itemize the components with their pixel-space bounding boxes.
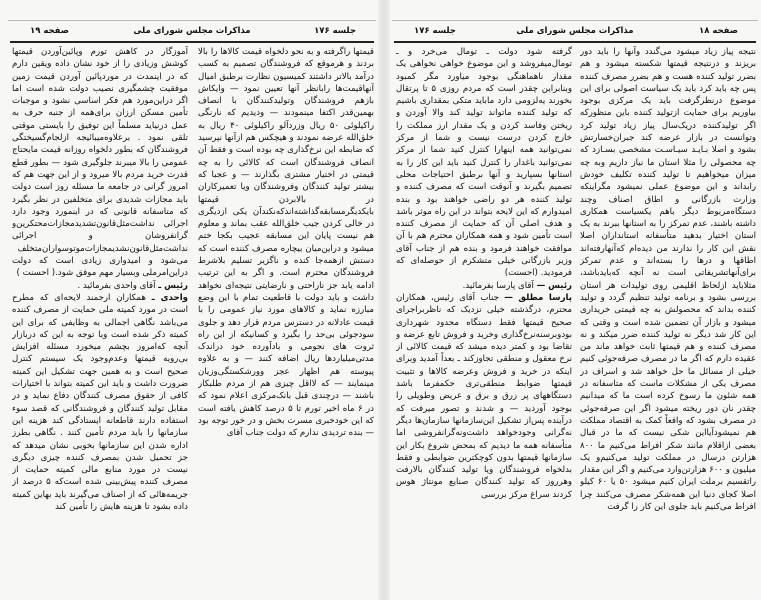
text-column-left xyxy=(396,46,572,562)
speaker-name: پارسا مطلق — xyxy=(504,292,572,303)
speaker-paragraph xyxy=(396,292,572,501)
text-column-left xyxy=(12,46,188,562)
paragraph xyxy=(580,46,756,513)
text-column-right xyxy=(580,46,756,562)
paragraph-text: آقای واحدی بفرمائید . xyxy=(77,280,159,291)
session-number: جلسه ۱۷۶ xyxy=(414,26,456,36)
speaker-name: رئیس ـ xyxy=(158,280,188,291)
paragraph-text: نتیجه پیاز زیاد میشود می‌گندد وآنها را باید دور بریزند و درنتیجه قیمتها شکسته میشود و هم بضرر تولید کننده هست و هم بضرر مصرف کننده پس چه باید کرد باید یک سیاست اصولی برای این موضوع درنظرگرفت باید یک مرکزی بوجود بیاوریم برای حمایت ازتولید کننده باین منظورکه اگر تولیدکننده دریک‌سال پیاز زیاد تولید کرد وتوانست در بازار عرضه کند جبران‌خسارتش بشود و اصلا بـایـد سیـاسـت مشخصی بسـازد که چه محصولی را مثلا استان ما نیاز داریم وبه چه میزان میخواهیم تا تولید کننده تکلیف خودش رابداند و این موضوع عملی نمیشود مگراینکه وزارت بازرگانی و اطاق اصناف وچند دستگاه‌مربوط دیگر باهم یکسیاست همکاری داشته باشند، عدم تمرکز را به استانها ببرند به یک استان اختیار بدهید متأسفانه استانداران اصلا نقش این کار را ندارند من دیده‌ام که‌آنهارفته‌اند اطاقها و درها را بسته‌اند و عدم تمرکز برای‌آنهاتشریفاتی است نه آنچه که‌بایدباشد، مثلاباید ازلحاظ اقلیمی روی تولیدات هر استان بررسی بشود و برنامه تولید تنظیم گردد و تولید کننده بداند که محصولش به چه قیمتی خریداری میشود و بازار آن تضمین شده است و وقتی که این کار شد دیگر نه تولید کننده ضرر میکند و نه مصرف کننده و هم قیمتها ثابت خواهد ماند من عقیده دارم که اگر ما در مصرف صرفه‌جوئی کنیم خیلی از مسائل ما حل خواهد شد و اسراف در مصرف یکی از مشکلات ماست که متاسفانه در همه شئون ما رسوخ کرده است ما که میدانیم چقدر نان دور ریخته میشود اگر این صرفه‌جوئی در مصرف بشود که واقعاً کمک به اقتصاد مملکت هم نمیشودآیااین شکی نیست که ما در قبال بعضی ازاقلام مانند شکر افراط می‌کنیم ما ۸۰۰ هزارتن درسال در مملکت تولید می‌کنیم‌و یک میلیون و ۶۰۰ هزارتن‌وارد می‌کنیم و اگر این مقدار راتقسیم برملت ایران کنیم میشود ۵۰ یا ۶۰ کیلو اصلا کجای دنیا این همه‌شکر مصرف می‌کنند چرا افراط می‌کنیم باید جلوی این کار را گرفت xyxy=(580,47,756,512)
speaker-paragraph xyxy=(396,280,572,292)
paragraph-text: قیمتها راگرفته و به نحو دلخواه قیمت کالاها را بالا بردند و هرموقع که فروشندگان تصمیم به کسب درآمد بالاتر داشتند کمیسیون نظارت برطبق امیال آنهاقیمت‌ها رابانظر آنها تعیین نمود — وایکاش بازهم فروشندگان وتولیدکنندگان با انصاف بهمین‌قدر اکتفا مینمودند — ودیدیم که نارنگی راکیلوئی ۵۰ ریال وزردآلو راکیلوئی ۴۰ ریال به خلق‌الله عرضه نمودند و هیچکس هم ازآنها نپرسید که ضابطه این نرخ‌گذاری چه بوده است و فقط آن انصاف فروشندگان است که کالائی را به چه قیمتی در اختیار مشتری بگذارند — و عجبا که بیشتر تولید کنندگان وفروشندگان ویا تعمیرکاران در بالابردن قیمتها بایکدیگرمسابقه‌گذاشته‌اندکه‌نکندآن یکی ازدیگری در خالی کردن جیب خلق‌الله عقب بماند و معلوم هم نیست پایان این مسابقه عجیب بکجا ختم میشود و دراین‌میان بیچاره مصرف کننده است که دستش ازهمه‌جا کنده و ناگزیر تسلیم بلاشرط فروشندگان محترم است. و اگر به این ترتیب ادامه یابد جز ناراحتی و نارضایتی نتیجه‌ای نخواهد داشت و باید دولت با قاطعیت تمام با این وضع مبارزه نماید و کالاهای مورد نیاز عمومی را با قیمت عادلانه در دسترس مردم قرار دهد و جلوی سودجوئی بی‌حد را بگیرد و کسانیکه از این راه ثروت های نجومی و بادآورده خود دراندک مدتی‌میلیاردها ریال اضافه کنند — و به علاوه پیوسته هم اظهار عجز وورشکستگی‌وزیان مینمایند — که لااقل چیزی هم از مردم طلبکار باشند — درچندی قبل بانک‌مرکزی اعلام نمود که در ۶ ماه اخیر تورم تا ۵ درصد کاهش یافته است که این خودخبری مسرت بخش و در خور توجه بود — بنده تردیدی ندارم که دولت جناب آقای xyxy=(198,47,374,439)
paragraph-text: آموزگار در کاهش تورم وپائین‌آوردن قیمتها کوشش وزیادی را از خود نشان داده ویقین دارم که در اینمدت در موردپائین آوردن قیمت زمین موفقیت چشمگیری نصیب دولت شده است اما اگر دراین‌مورد هم فکر اساسی نشود و موجبات تأمین مسکن ارزان برای‌همه از جنبه حرف به عمل درنیاید مسلماً این توفیق را بایستی موقتی تلقی نمود . برعلاوه‌میبائیجه ازلجام‌گسیختگی فروشندگان که بطور دلخواه روزانه قیمت مایحتاج عمومی را بالا میبرند جلوگیری شود — بطور قطع قدرت خرید مردم بالا میرود و از این جهت هم که امروز گرانی در جامعه ما مسئله روز است دولت باید مجازات شدیدی برای متخلفین در نظر بگیرد که متاسفانه قانونی که در اینمورد وجود دارد اجرائی نداشت‌مثل‌قانون‌تشدیدمجازات‌محتکرین‌و گرانفروشان و اجرائی نداشت‌مثل‌قانون‌نشدیمجازات‌موتوسواران‌متخلف می‌شود و امیدواری زیادی است که دولت دراین‌امرملی وبسیار مهم موفق شود.( احسنت ) xyxy=(12,47,188,279)
paragraph xyxy=(198,46,374,440)
paragraph-text: همکاران ارجمند لایحه‌ای که مطرح است در مورد کمیته ملی حمایت از مصرف کننده می‌باشد نگاهی اجمالی به وظایفی که برای این کمیته ذکر شده است وبا توجه به این که دربازار آنچه که‌امروز بچشم میخورد مسئله افزایش بی‌رویه قیمتها وعدم‌وجود یک سیستم کنترل صحیح است و به همین جهت تشکیل این کمیته ضرورت داشت و باید این کمیته بتواند با اختیارات کافی از حقوق مصرف کنندگان دفاع نماید و در مقابل تولید کنندگان و فروشندگانی که قصد سوء استفاده دارند قاطعانه ایستادگی کند هزینه این سازمانها را باید مردم تأمین کنند . نگاهی بطرز اداره شدن این سازمانها بخوبی نشان میدهد که جز تحمیل شدن بمصرف کننده چیزی دیگری نیست در مورد منابع مالی کمیته حمایت از مصرف کننده پیش‌بینی شده است‌که ۵ درصد از جریمه‌هائی که از اصناف می‌گیرند باید بهاین کمیته داده بشود تا هزینه هایش را تأمین کند xyxy=(12,292,188,512)
header-rule xyxy=(394,41,756,43)
running-title: مذاکرات مجلس شورای ملی xyxy=(516,26,634,36)
left-page xyxy=(8,0,376,600)
paragraph xyxy=(396,46,572,280)
top-edge-line xyxy=(8,20,376,21)
book-gutter xyxy=(378,0,390,600)
header-rule xyxy=(10,41,374,43)
speaker-name: رئیس — xyxy=(536,280,572,291)
page-header xyxy=(8,26,376,40)
page-number: صفحه ۱۸ xyxy=(699,26,738,36)
paragraph xyxy=(12,46,188,280)
paragraph-text: جناب آقای رئیس، همکاران محترم، درگذشته خیلی نزدیک که ناظربراجرای صحیح قیمتها فقط دستگاه محدود شهرداری بودوبرسنه‌نرخ‌گذاری وخرید و فروش تابع عرضه و تقاضا بود و کمتر دیده میشد که قیمت کالائی از نرخ معقول و منطقی تجاوزکند ـ بعداً آمدید وبرای اینکه در خرید و فروش وعرضه کالاها و تثبیت قیمتها ضوابط منطقی‌تری حکمفرما باشد دستگاههای پر زرق و برق و عریض وطویلی را بوجود آوردید — و شدند و تصور میرفت که درآینده پس‌از تشکیل این‌سازمانها سازمان‌ها دیگر نه‌گرانی وجودخواهد داشت‌ونه‌گرانفروشی اما متأسفانه همه ما دیدیم که بمحض شروع بکار این سازمانها قیمتها بدون کوچکترین ضوابطی و فقط بدلخواه فروشندگان ویا تولید کنندگان بالارفت وهرروز که تولید کنندگان صنایع مونتاژ هوس کردند سراغ مرکز بررسی xyxy=(396,292,572,500)
speaker-paragraph xyxy=(12,292,188,513)
speaker-paragraph xyxy=(12,280,188,292)
page-header xyxy=(392,26,758,40)
paragraph-text: آقای پارسا بفرمائید. xyxy=(462,280,537,291)
paragraph-text: گرفته شود دولت ـ تومال می‌خرد و ـ تومال‌میفروشد و این موضوع خواهی نخواهی یک مقدار ناهماهنگی بوجود میاورد مگر کمبود وبنابراین چقدر است که مردم روزی ۵ تا پرتقال بخورند یه‌لزومی دارد ماباید متکی بمقداری باشیم که تولید کننده ماتواند تولید کند والا آوردن و ریختن وفاسد کردن و یک مقدار ارز مملکت را خارج کردن درست نیست و شما از مرکز نمی‌توانید همه اینهارا کنترل کنید شما از مرکز نمی‌توانید باغدار را کنترل کنید باید این کار را به استانها بسپارید و آنها برطبق احتیاجات محلی تصمیم بگیرند و آنوقت است که مصرف کننده و تولید کننده هر دو راضی خواهند بود و بنده امیدوارم که این لایحه بتواند در این راه موثر باشد و هدف اصلی آن که حمایت از مصرف کننده است تأمین شود و همه همکاران محترم هم با آن موافقت خواهند فرمود و بنده هم از جناب آقای وزیر بازرگانی خیلی متشکرم از حوصله‌ای که فرمودید. (احسنت) xyxy=(396,47,572,279)
page-number: صفحه ۱۹ xyxy=(30,26,69,36)
session-number: جلسه ۱۷۶ xyxy=(314,26,356,36)
speaker-name: واحدی ـ xyxy=(151,292,188,303)
top-edge-line xyxy=(392,20,758,21)
running-title: مذاکرات مجلس شورای ملی xyxy=(133,26,251,36)
text-column-right xyxy=(198,46,374,562)
right-page xyxy=(392,0,758,600)
